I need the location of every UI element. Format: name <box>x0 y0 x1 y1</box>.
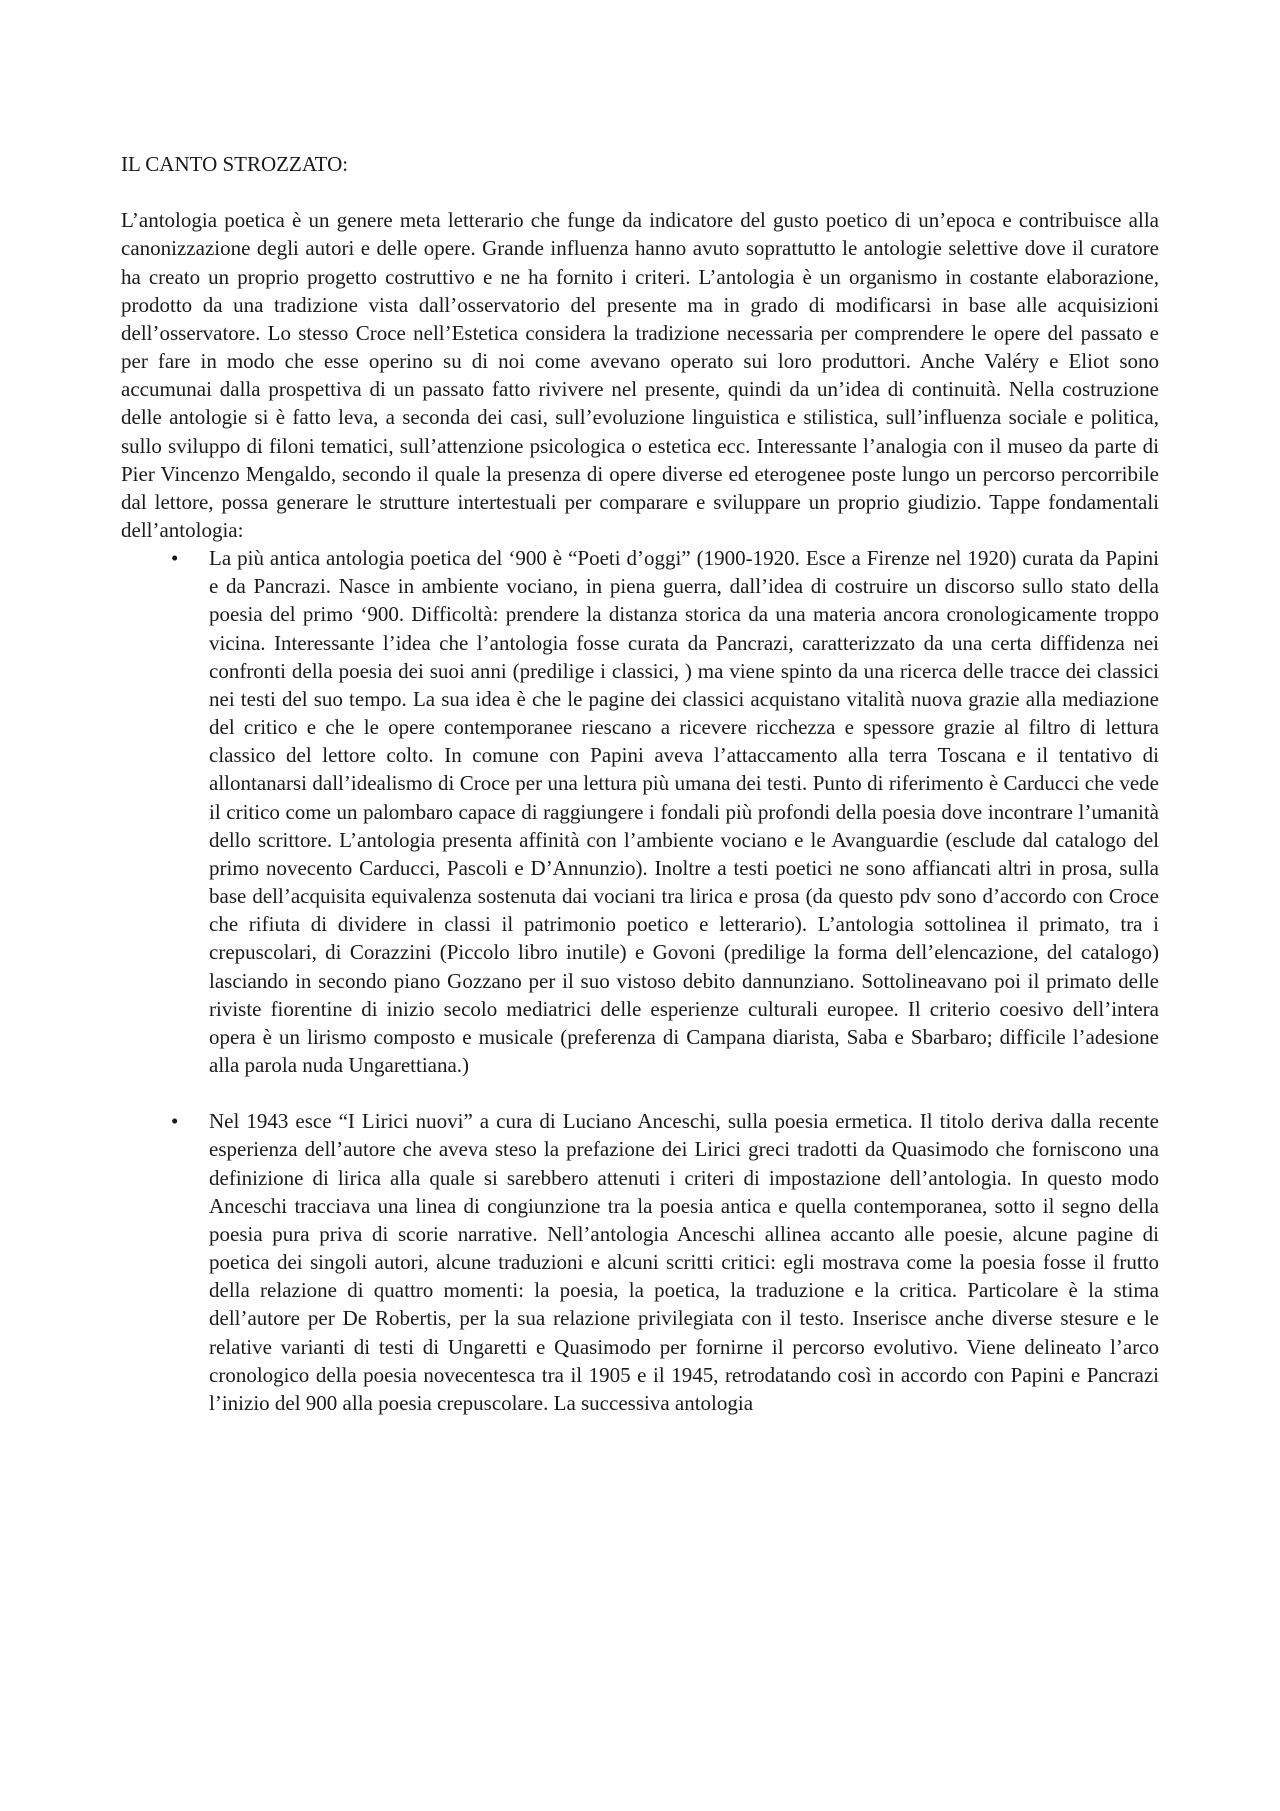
list-item <box>121 1107 1159 1417</box>
document-title: IL CANTO STROZZATO: <box>121 152 349 176</box>
list-item-text: La più antica antologia poetica del ‘900 è “Poeti d’oggi” (1900-1920. Esce a Firenze nel 1920) curata da Papini e da Pancrazi. Nasce in ambiente vociano, in piena guerra, dall’idea di costruire un discorso sullo stato della poesia del primo ‘900. Difficoltà: prendere la distanza storica da una materia ancora cronologicamente troppo vicina. Interessante l’idea che l’antologia fosse curata da Pancrazi, caratterizzato da una certa diffidenza nei confronti della poesia dei suoi anni (predilige i classici, ) ma viene spinto da una ricerca delle tracce dei classici nei testi del suo tempo. La sua idea è che le pagine dei classici acquistano vitalità nuova grazie alla mediazione del critico e che le opere contemporanee riescano a ricevere ricchezza e spessore grazie al filtro di lettura classico del lettore colto. In comune con Papini aveva l’attaccamento alla terra Toscana e il tentativo di allontanarsi dall’idealismo di Croce per una lettura più umana dei testi. Punto di riferimento è Carducci che vede il critico come un palombaro capace di raggiungere i fondali più profondi della poesia dove incontrare l’umanità dello scrittore. L’antologia presenta affinità con l’ambiente vociano e le Avanguardie (esclude dal catalogo del primo novecento Carducci, Pascoli e D’Annunzio). Inoltre a testi poetici ne sono affiancati altri in prosa, sulla base dell’acquisita equivalenza sostenuta dai vociani tra lirica e prosa (da questo pdv sono d’accordo con Croce che rifiuta di dividere in classi il patrimonio poetico e letterario). L’antologia sottolinea il primato, tra i crepuscolari, di Corazzini (Piccolo libro inutile) e Govoni (predilige la forma dell’elencazione, del catalogo) lasciando in secondo piano Gozzano per il suo vistoso debito dannunziano. Sottolineavano poi il primato delle riviste fiorentine di inizio secolo mediatrici delle esperienze culturali europee. Il criterio coesivo dell’intera opera è un lirismo composto e musicale (preferenza di Campana diarista, Saba e Sbarbaro; difficile l’adesione alla parola nuda Ungarettiana.) <box>209 546 1159 1077</box>
document-body <box>121 150 1159 1417</box>
bullet-icon: • <box>171 546 179 571</box>
bullet-icon: • <box>171 1109 179 1134</box>
blank-line <box>121 178 1159 206</box>
anthology-list <box>121 544 1159 1417</box>
intro-paragraph: L’antologia poetica è un genere meta letterario che funge da indicatore del gusto poetico di un’epoca e contribuisce alla canonizzazione degli autori e delle opere. Grande influenza hanno avuto soprattutto le antologie selettive dove il curatore ha creato un proprio progetto costruttivo e ne ha fornito i criteri. L’antologia è un organismo in costante elaborazione, prodotto da una tradizione vista dall’osservatorio del presente ma in grado di modificarsi in base alle acquisizioni dell’osservatore. Lo stesso Croce nell’Estetica considera la tradizione necessaria per comprendere le opere del passato e per fare in modo che esse operino su di noi come avevano operato sui loro produttori. Anche Valéry e Eliot sono accumunai dalla prospettiva di un passato fatto rivivere nel presente, quindi da un’idea di continuità. Nella costruzione delle antologie si è fatto leva, a seconda dei casi, sull’evoluzione linguistica e stilistica, sull’influenza sociale e politica, sullo sviluppo di filoni tematici, sull’attenzione psicologica o estetica ecc. Interessante l’analogia con il museo da parte di Pier Vincenzo Mengaldo, secondo il quale la presenza di opere diverse ed eterogenee poste lungo un percorso percorribile dal lettore, possa generare le strutture intertestuali per comparare e sviluppare un proprio giudizio. Tappe fondamentali dell’antologia: <box>121 208 1159 543</box>
list-item <box>121 544 1159 1079</box>
list-item-text: Nel 1943 esce “I Lirici nuovi” a cura di Luciano Anceschi, sulla poesia ermetica. Il titolo deriva dalla recente esperienza dell’autore che aveva steso la prefazione dei Lirici greci tradotti da Quasimodo che forniscono una definizione di lirica alla quale si sarebbero attenuti i criteri di impostazione dell’antologia. In questo modo Anceschi tracciava una linea di congiunzione tra la poesia antica e quella contemporanea, sotto il segno della poesia pura priva di scorie narrative. Nell’antologia Anceschi allinea accanto alle poesie, alcune pagine di poetica dei singoli autori, alcune traduzioni e alcuni scritti critici: egli mostrava come la poesia fosse il frutto della relazione di quattro momenti: la poesia, la poetica, la traduzione e la critica. Particolare è la stima dell’autore per De Robertis, per la sua relazione privilegiata con il testo. Inserisce anche diverse stesure e le relative varianti di testi di Ungaretti e Quasimodo per fornirne il percorso evolutivo. Viene delineato l’arco cronologico della poesia novecentesca tra il 1905 e il 1945, retrodatando così in accordo con Papini e Pancrazi l’inizio del 900 alla poesia crepuscolare. La successiva antologia <box>209 1109 1159 1415</box>
